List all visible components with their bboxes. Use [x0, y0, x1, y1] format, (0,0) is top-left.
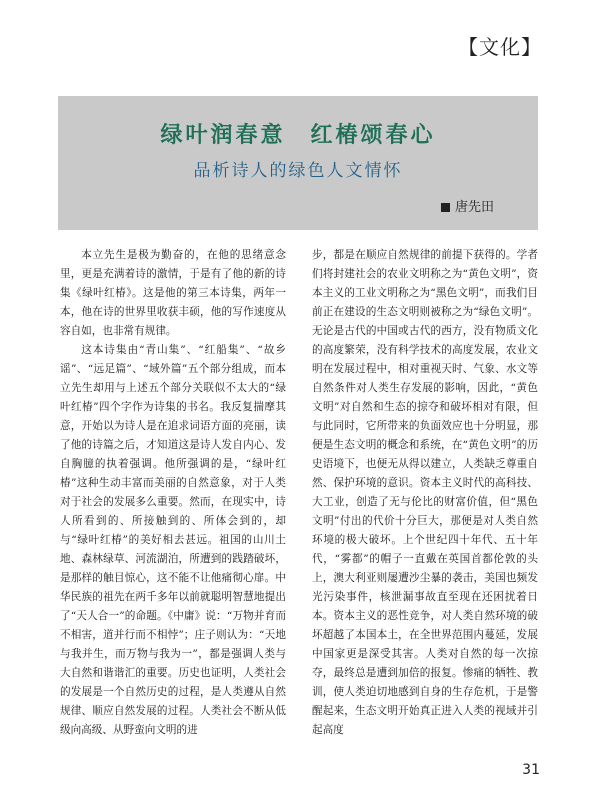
black-square-icon [441, 203, 450, 212]
right-column [312, 246, 538, 740]
page-number: 31 [522, 762, 540, 778]
paragraph: 这本诗集由“青山集”、“红船集”、“故乡谣”、“远足篇”、“域外篇”五个部分组成，而本立先生却用与上述五个部分关联似不太大的“绿叶红椿”四个字作为诗集的书名。我反复揣摩其意，开始以为诗人是在追求词语方面的亮丽，读了他的诗篇之后，才知道这是诗人发自内心、发自胸臆的执着强调。他所强调的是，“绿叶红椿”这种生动丰富而美丽的自然意象，对于人类对于社会的发展多么重要。然而，在现实中，诗人所看到的、所接触到的、所体会到的，却与“绿叶红椿”的美好相去甚远。祖国的山川土地、森林绿草、河流湖泊，所遭到的践踏破坏，是那样的触目惊心，这不能不让他痛彻心扉。中华民族的祖先在两千多年以前就聪明智慧地提出了“天人合一”的命题。《中庸》说：“万物并育而不相害，道并行而不相悖”；庄子则认为：“天地与我并生，而万物与我为一”，都是强调人类与大自然和谐谐汇的重要。历史也证明，人类社会的发展是一个自然历史的过程，是人类遵从自然规律、顺应自然发展的过程。人类社会不断从低级向高级、从野蛮向文明的进 [60, 344, 286, 736]
left-column [60, 246, 286, 740]
article-author [441, 196, 494, 215]
section-tag: 【文化】 [458, 35, 542, 59]
article-banner [58, 96, 538, 230]
article-title: 绿叶润春意 红椿颂春心 [160, 122, 436, 148]
author-name: 唐先田 [454, 200, 494, 215]
article-subtitle: 品析诗人的绿色人文情怀 [193, 161, 403, 181]
paragraph: 本立先生是极为勤奋的，在他的思绪意念里，更是充满着诗的激情，于是有了他的新的诗集《绿叶红椿》。这是他的第三本诗集，两年一本，他在诗的世界里收获丰硕，他的写作速度从容自如，也非常有规律。 [60, 249, 286, 337]
paragraph: 步，都是在顺应自然规律的前提下获得的。学者们将封建社会的农业文明称之为“黄色文明”，资本主义的工业文明称之为“黑色文明”，而我们目前正在建设的生态文明则被称之为“绿色文明”。无论是古代的中国或古代的西方，没有物质文化的高度繁荣，没有科学技术的高度发展，农业文明在发展过程中，相对重视天时、气象、水文等自然条件对人类生存发展的影响，因此，“黄色文明”对自然和生态的掠夺和破坏相对有限，但与此同时，它所带来的负面效应也十分明显，那便是生态文明的概念和系统，在“黄色文明”的历史语境下，也便无从得以建立，人类缺乏尊重自然、保护环境的意识。资本主义时代的高科技、大工业，创造了无与伦比的财富价值，但“黑色文明”付出的代价十分巨大，那便是对人类自然环境的极大破坏。上个世纪四十年代、五十年代，“雾都”的帽子一直戴在英国首都伦敦的头上，澳大利亚则屡遭沙尘暴的袭击，美国也频发光污染事件，核泄漏事故直至现在还困扰着日本。资本主义的恶性竞争，对人类自然环境的破坏超越了本国本土，在全世界范围内蔓延，发展中国家更是深受其害。人类对自然的每一次掠夺，最终总是遭到加倍的报复。惨痛的牺牲、教训，使人类迫切地感到自身的生存危机，于是警醒起来，生态文明开始真正进入人类的视域并引起高度 [312, 249, 538, 736]
